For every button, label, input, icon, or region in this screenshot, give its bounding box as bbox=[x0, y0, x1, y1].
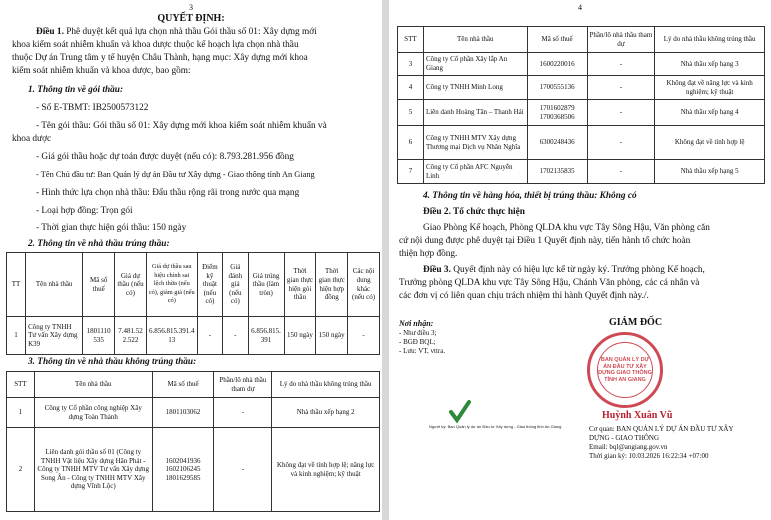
th-part: Phần/lô nhà thầu tham dự bbox=[587, 27, 655, 53]
th-award: Giá trúng thầu (làm tròn) bbox=[248, 253, 284, 317]
cell: 1801110535 bbox=[83, 317, 115, 355]
stamp-text: BAN QUẢN LÝ DỰ ÁN ĐẦU TƯ XÂY DỰNG GIAO THÔNG TỈNH AN GIANG bbox=[598, 357, 652, 383]
agency-line-1: Cơ quan: BAN QUẢN LÝ DỰ ÁN ĐẦU TƯ XÂY bbox=[589, 425, 734, 433]
cell: Liên danh gói thầu số 01 (Công ty TNHH Vật liệu Xây dựng Hân Phát - Công ty TNHH MTV Tư vấn Xây dựng Song Ân - Công ty TNHH MTV Xây dựng Vĩnh Lộc) bbox=[34, 428, 152, 512]
cell: Không đạt về tính hợp lệ bbox=[655, 126, 765, 160]
cell: - bbox=[587, 100, 655, 126]
cell: 1 bbox=[7, 317, 26, 355]
th-tax: Mã số thuế bbox=[527, 27, 587, 53]
table-row bbox=[398, 126, 765, 160]
agency-line-2: DỰNG - GIAO THÔNG bbox=[589, 434, 660, 442]
page-number: 4 bbox=[578, 3, 582, 12]
table-row bbox=[398, 160, 765, 184]
section-2-title: 2. Thông tin về nhà thầu trúng thầu: bbox=[28, 239, 170, 249]
cell: - bbox=[197, 317, 222, 355]
cell: 4 bbox=[398, 76, 424, 100]
cell: Liên danh Hoàng Tân – Thanh Hải bbox=[423, 100, 527, 126]
table-row bbox=[7, 317, 380, 355]
table-row bbox=[398, 76, 765, 100]
th-name: Tên nhà thầu bbox=[34, 372, 152, 398]
cell: - bbox=[587, 76, 655, 100]
table-row bbox=[7, 398, 380, 428]
check-icon bbox=[449, 400, 471, 424]
table-row bbox=[398, 53, 765, 76]
article-3-line-1: Điều 3. Quyết định này có hiệu lực kể từ ngày ký. Trưởng phòng Kế hoạch, bbox=[423, 265, 705, 275]
cell: Nhà thầu xếp hạng 4 bbox=[655, 100, 765, 126]
th-pkg-time: Thời gian thực hiện gói thầu bbox=[284, 253, 316, 317]
cell: - bbox=[214, 398, 272, 428]
cell: - bbox=[587, 160, 655, 184]
article-1-line-1: Điều 1. Phê duyệt kết quả lựa chọn nhà thầu Gói thầu số 01: Xây dựng mới bbox=[36, 27, 317, 37]
cell: - bbox=[348, 317, 380, 355]
cell: Nhà thầu xếp hạng 3 bbox=[655, 53, 765, 76]
th-reason: Lý do nhà thầu không trúng thầu bbox=[655, 27, 765, 53]
cell: 1702135835 bbox=[527, 160, 587, 184]
cell: 1701602879 1700368506 bbox=[527, 100, 587, 126]
cell: - bbox=[223, 317, 248, 355]
cell: Công ty Cổ phần AFC Nguyễn Linh bbox=[423, 160, 527, 184]
sign-time-line: Thời gian ký: 10.03.2026 16:22:34 +07:00 bbox=[589, 452, 709, 460]
cell: 1602041936 1602106245 1801629585 bbox=[152, 428, 214, 512]
info-selection-method: - Hình thức lựa chọn nhà thầu: Đấu thầu rộng rãi trong nước qua mạng bbox=[36, 188, 300, 198]
cell: Công ty Cổ phần công nghiệp Xây dựng Toàn Thành bbox=[34, 398, 152, 428]
cell: Công ty TNHH MTV Xây dựng Thương mại Dịch vụ Nhân Nghĩa bbox=[423, 126, 527, 160]
signer-name: Huỳnh Xuân Vũ bbox=[602, 410, 673, 421]
winner-table bbox=[6, 252, 380, 355]
info-contract-type: - Loại hợp đồng: Trọn gói bbox=[36, 206, 133, 216]
cell: Không đạt về tính hợp lệ; năng lực và kinh nghiệm; kỹ thuật bbox=[272, 428, 380, 512]
digital-signature-block bbox=[429, 400, 579, 430]
recipient-1: - Như điều 3; bbox=[399, 329, 437, 337]
cell: Nhà thầu xếp hạng 2 bbox=[272, 398, 380, 428]
th-stt: STT bbox=[7, 372, 35, 398]
recipients-title: Nơi nhận: bbox=[399, 319, 434, 328]
decision-heading: QUYẾT ĐỊNH: bbox=[157, 13, 225, 24]
article-1-line-3: thuộc Dự án Trung tâm y tế huyện Châu Thành, hạng mục: Xây dựng mới khoa bbox=[12, 53, 308, 63]
article-2-line-1: Giao Phòng Kế hoạch, Phòng QLDA khu vực Tây Sông Hậu, Văn phòng căn bbox=[423, 223, 710, 233]
info-duration: - Thời gian thực hiện gói thầu: 150 ngày bbox=[36, 223, 187, 233]
info-package-name: - Tên gói thầu: Gói thầu số 01: Xây dựng mới khoa kiểm soát nhiễm khuẩn và bbox=[36, 121, 327, 131]
cell: 150 ngày bbox=[284, 317, 316, 355]
cell: 1 bbox=[7, 398, 35, 428]
th-stt: STT bbox=[398, 27, 424, 53]
cell: 3 bbox=[398, 53, 424, 76]
article-2-line-2: cứ nội dung được phê duyệt tại Điều 1 Quyết định này, tiến hành tổ chức hoàn bbox=[399, 236, 691, 246]
signer-title: GIÁM ĐỐC bbox=[609, 317, 663, 328]
section-1-title: 1. Thông tin về gói thầu: bbox=[28, 85, 124, 95]
th-adjusted: Giá dự thầu sau hiệu chỉnh sai lệch thừa (nếu có), giảm giá (nếu có) bbox=[146, 253, 197, 317]
cell: - bbox=[214, 428, 272, 512]
info-investor: - Tên Chủ đầu tư: Ban Quản lý dự án Đầu tư Xây dựng - Giao thông tỉnh An Giang bbox=[36, 170, 315, 179]
article-1-line-2: khoa kiểm soát nhiễm khuẩn và khoa dược thuộc kế hoạch lựa chọn nhà thầu bbox=[12, 40, 299, 50]
cell: 7.481.522.522 bbox=[115, 317, 147, 355]
th-part: Phần/lô nhà thầu tham dự bbox=[214, 372, 272, 398]
info-package-price: - Giá gói thầu hoặc dự toán được duyệt (nếu có): 8.793.281.956 đồng bbox=[36, 152, 294, 162]
th-contract-time: Thời gian thực hiện hợp đồng bbox=[316, 253, 348, 317]
cell: 6300248436 bbox=[527, 126, 587, 160]
cell: 1801103062 bbox=[152, 398, 214, 428]
table-row bbox=[7, 428, 380, 512]
th-tech: Điểm kỹ thuật (nếu có) bbox=[197, 253, 222, 317]
info-package-name-cont: khoa dược bbox=[12, 134, 52, 144]
cell: 7 bbox=[398, 160, 424, 184]
table-row bbox=[398, 100, 765, 126]
cell: 2 bbox=[7, 428, 35, 512]
recipient-2: - BGĐ BQL; bbox=[399, 338, 436, 346]
loser-table bbox=[6, 371, 380, 512]
page-4 bbox=[389, 0, 771, 520]
cell: 1600220016 bbox=[527, 53, 587, 76]
cell: - bbox=[587, 53, 655, 76]
cell: Không đạt về năng lực và kinh nghiệm; kỹ thuật bbox=[655, 76, 765, 100]
cell: Nhà thầu xếp hạng 5 bbox=[655, 160, 765, 184]
article-1-line-4: kiểm soát nhiễm khuẩn và khoa dược, bao gồm: bbox=[12, 66, 191, 76]
th-name: Tên nhà thầu bbox=[26, 253, 83, 317]
th-tax: Mã số thuế bbox=[83, 253, 115, 317]
cell: 5 bbox=[398, 100, 424, 126]
cell: - bbox=[587, 126, 655, 160]
page-3 bbox=[0, 0, 382, 520]
official-stamp bbox=[587, 332, 663, 408]
th-reason: Lý do nhà thầu không trúng thầu bbox=[272, 372, 380, 398]
cell: 1700555136 bbox=[527, 76, 587, 100]
th-bid: Giá dự thầu (nếu có) bbox=[115, 253, 147, 317]
section-4: 4. Thông tin về hàng hóa, thiết bị trúng thầu: Không có bbox=[423, 191, 637, 201]
loser-table-continued bbox=[397, 26, 765, 184]
info-tbmt: - Số E-TBMT: IB2500573122 bbox=[36, 103, 149, 113]
cell: 6.856.815.391.413 bbox=[146, 317, 197, 355]
article-3-line-2: Trưởng phòng QLDA khu vực Tây Sông Hậu, Chánh Văn phòng, các cá nhân và bbox=[399, 278, 700, 288]
article-2-line-3: thiện hợp đồng. bbox=[399, 249, 458, 259]
th-tt: TT bbox=[7, 253, 26, 317]
th-name: Tên nhà thầu bbox=[423, 27, 527, 53]
th-tax: Mã số thuế bbox=[152, 372, 214, 398]
page-number: 3 bbox=[189, 3, 193, 12]
cell: 6.856.815.391 bbox=[248, 317, 284, 355]
cell: 150 ngày bbox=[316, 317, 348, 355]
digital-signature-text: Người ký: Ban Quản lý dự án Đầu tư Xây dựng - Giao thông tỉnh An Giang bbox=[429, 424, 562, 429]
th-other: Các nội dung khác (nếu có) bbox=[348, 253, 380, 317]
cell: Công ty TNHH Tư vấn Xây dựng K39 bbox=[26, 317, 83, 355]
article-2-title: Điều 2. Tổ chức thực hiện bbox=[423, 207, 525, 217]
cell: Công ty TNHH Minh Long bbox=[423, 76, 527, 100]
article-3-line-3: các đơn vị có liên quan chịu trách nhiệm thi hành Quyết định này./. bbox=[399, 291, 649, 301]
section-3-title: 3. Thông tin về nhà thầu không trúng thầu: bbox=[28, 357, 197, 367]
th-eval: Giá đánh giá (nếu có) bbox=[223, 253, 248, 317]
email-line: Email: bql@angiang.gov.vn bbox=[589, 443, 668, 451]
cell: Công ty Cổ phần Xây lắp An Giang bbox=[423, 53, 527, 76]
recipient-3: - Lưu: VT, vttra. bbox=[399, 347, 446, 355]
cell: 6 bbox=[398, 126, 424, 160]
